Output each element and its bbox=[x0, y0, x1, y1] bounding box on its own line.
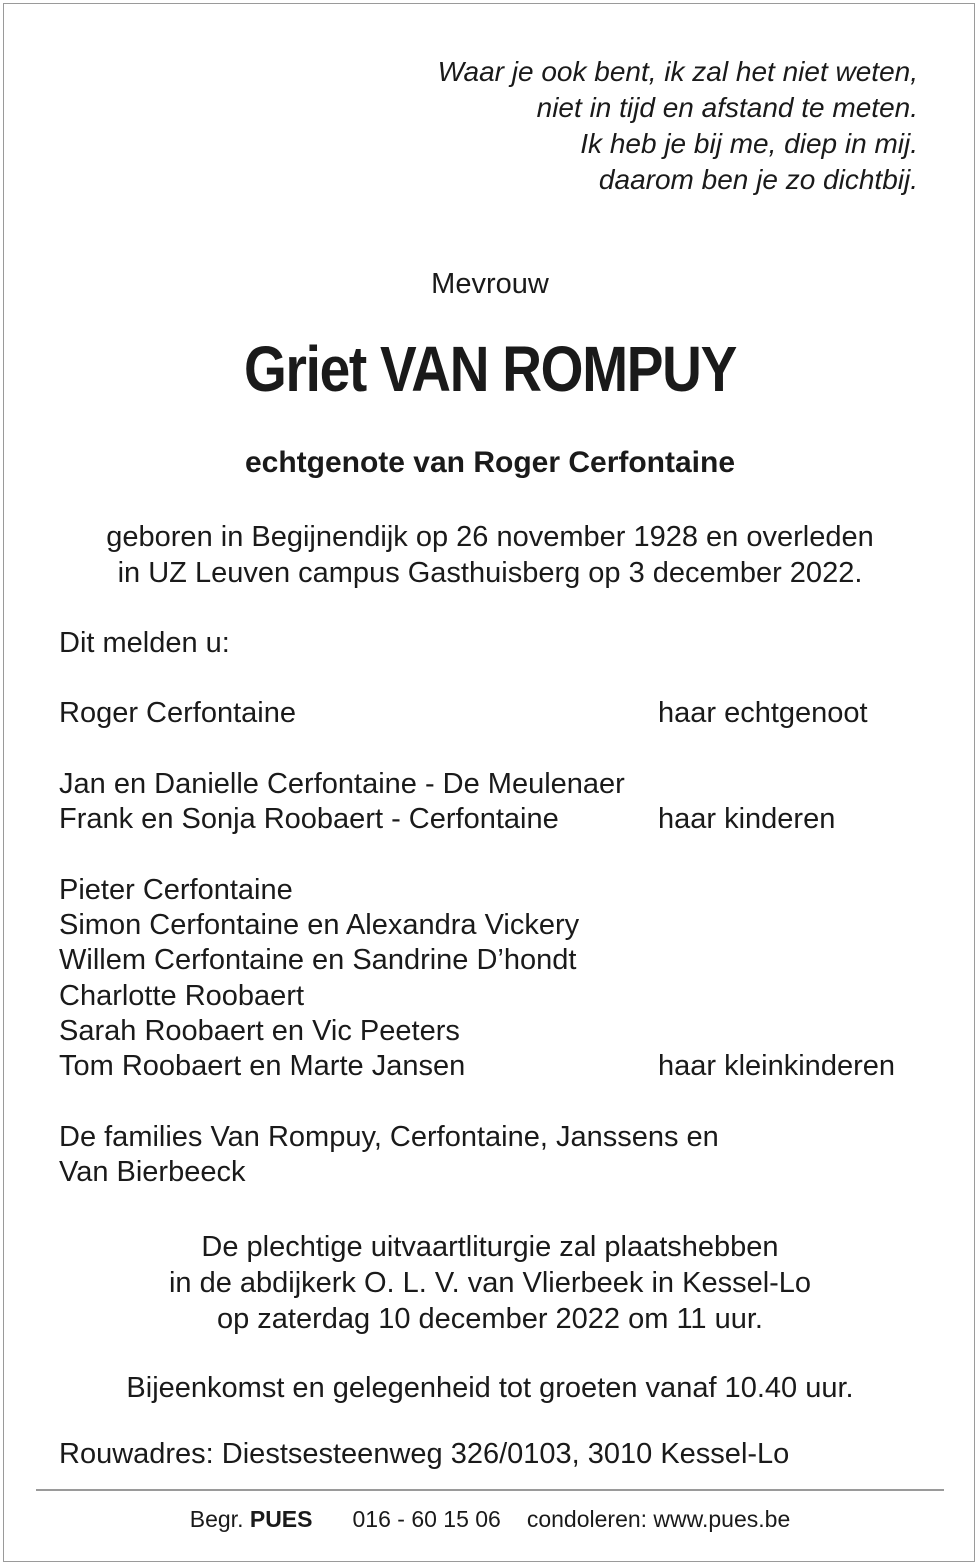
poem-line-1: Waar je ook bent, ik zal het niet weten, bbox=[437, 56, 918, 87]
funeral-line-3: op zaterdag 10 december 2022 om 11 uur. bbox=[216, 1303, 763, 1335]
salutation: Mevrouw bbox=[431, 268, 549, 300]
life-dates-line-2: in UZ Leuven campus Gasthuisberg op 3 december 2022. bbox=[117, 557, 863, 589]
child-name-1: Jan en Danielle Cerfontaine - De Meulenaer bbox=[59, 768, 625, 800]
life-dates-line-1: geboren in Begijnendijk op 26 november 1928 en overleden bbox=[106, 521, 874, 553]
funeral-home-name: PUES bbox=[249, 1506, 313, 1532]
footer-phone: 016 - 60 15 06 bbox=[352, 1506, 501, 1532]
deceased-name: Griet VAN ROMPUY bbox=[243, 333, 737, 405]
grandchildren-relation: haar kleinkinderen bbox=[658, 1050, 895, 1082]
announcement-intro: Dit melden u: bbox=[59, 627, 230, 659]
spouse-name: Roger Cerfontaine bbox=[59, 697, 296, 729]
funeral-line-2: in de abdijkerk O. L. V. van Vlierbeek in Kessel-Lo bbox=[168, 1267, 812, 1299]
footer bbox=[0, 1506, 980, 1533]
poem-line-4: daarom ben je zo dichtbij. bbox=[598, 164, 918, 195]
poem-line-3: Ik heb je bij me, diep in mij. bbox=[580, 128, 918, 159]
child-name-2: Frank en Sonja Roobaert - Cerfontaine bbox=[59, 803, 559, 835]
grandchild-name-3: Willem Cerfontaine en Sandrine D’hondt bbox=[59, 944, 577, 976]
poem-line-2: niet in tijd en afstand te meten. bbox=[536, 92, 918, 123]
grandchild-name-2: Simon Cerfontaine en Alexandra Vickery bbox=[59, 909, 580, 941]
families-line-2: Van Bierbeeck bbox=[59, 1156, 246, 1188]
children-relation: haar kinderen bbox=[658, 803, 836, 835]
grandchild-name-5: Sarah Roobaert en Vic Peeters bbox=[59, 1015, 460, 1047]
footer-prefix: Begr. bbox=[189, 1506, 244, 1532]
funeral-line-1: De plechtige uitvaartliturgie zal plaatshebben bbox=[201, 1231, 779, 1263]
families-line-1: De families Van Rompuy, Cerfontaine, Janssens en bbox=[59, 1121, 719, 1153]
spouse-relation: haar echtgenoot bbox=[658, 697, 868, 729]
mourning-address: Rouwadres: Diestsesteenweg 326/0103, 3010 Kessel-Lo bbox=[59, 1438, 790, 1470]
spouse-line: echtgenote van Roger Cerfontaine bbox=[244, 446, 736, 479]
grandchild-name-4: Charlotte Roobaert bbox=[59, 980, 305, 1012]
footer-divider bbox=[36, 1489, 944, 1491]
gathering-info: Bijeenkomst en gelegenheid tot groeten vanaf 10.40 uur. bbox=[126, 1372, 854, 1404]
footer-condolence-link[interactable]: condoleren: www.pues.be bbox=[526, 1506, 791, 1532]
grandchild-name-6: Tom Roobaert en Marte Jansen bbox=[59, 1050, 466, 1082]
grandchild-name-1: Pieter Cerfontaine bbox=[59, 874, 293, 906]
